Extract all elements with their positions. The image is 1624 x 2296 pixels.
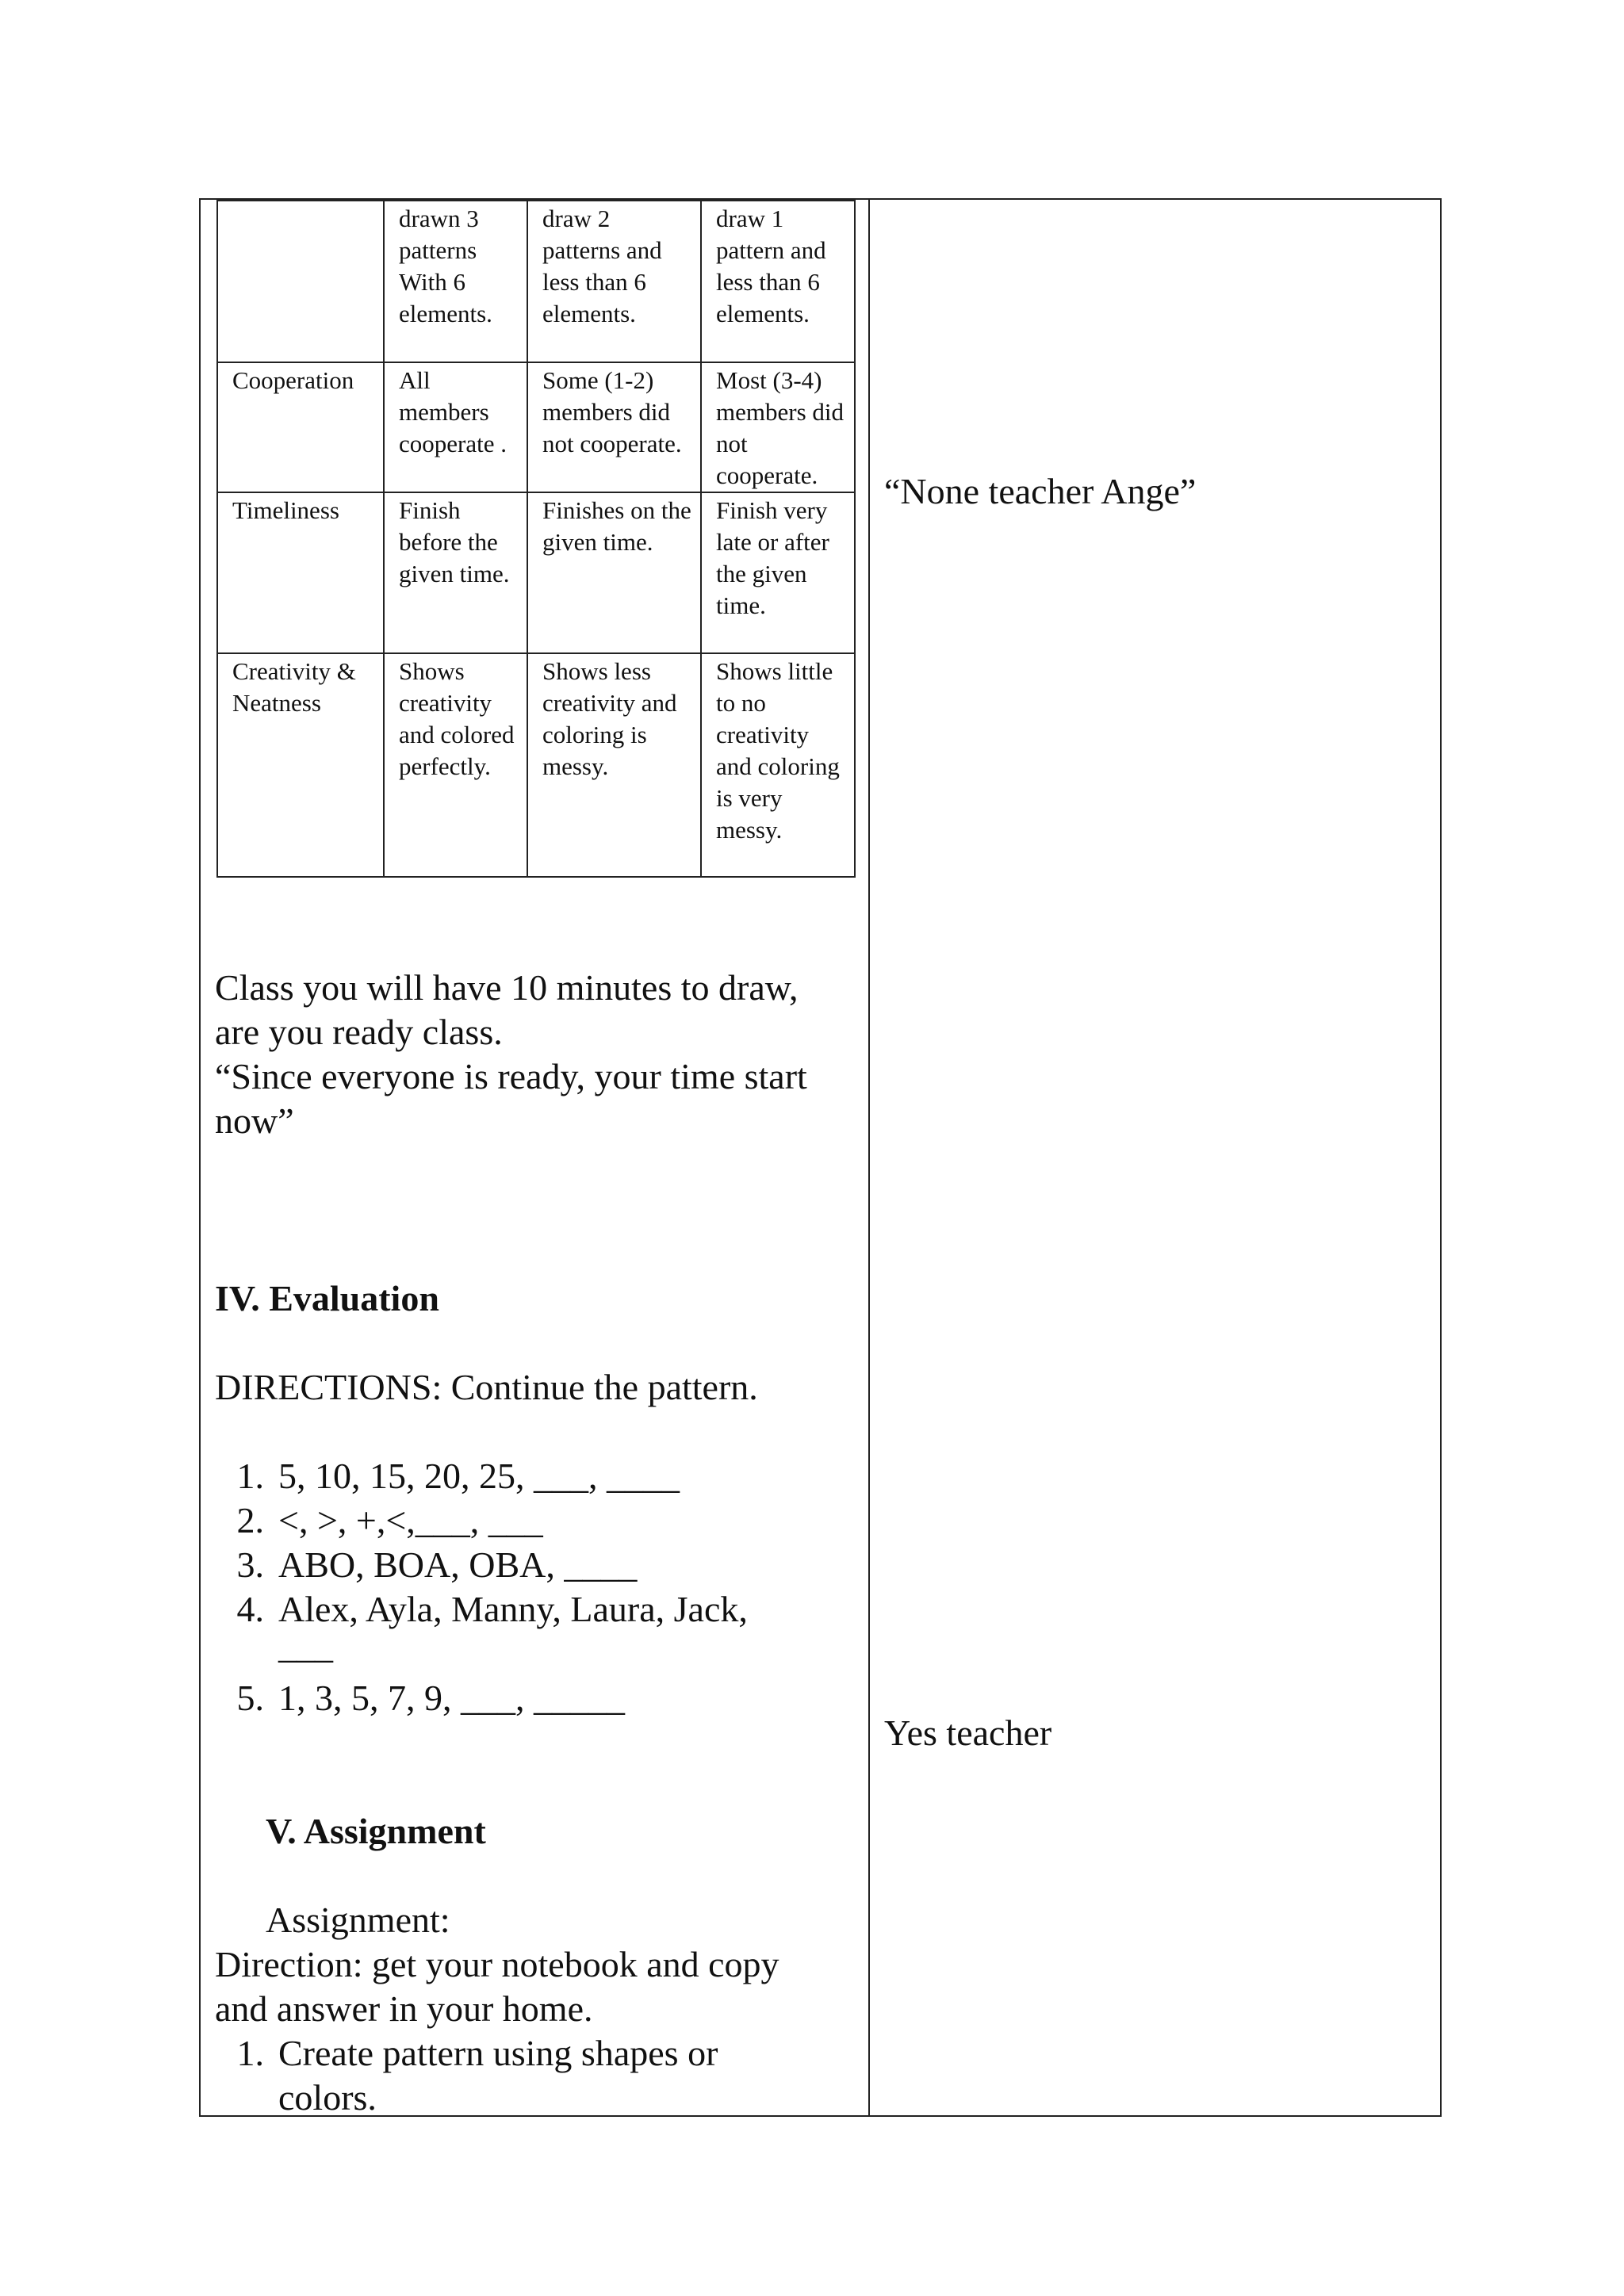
evaluation-item bbox=[216, 1454, 851, 1498]
student-response: “None teacher Ange” bbox=[884, 471, 1197, 511]
rubric-table bbox=[216, 200, 856, 878]
item-number: 4. bbox=[236, 1589, 264, 1629]
rubric-cell: draw 2 patterns and less than 6 elements. bbox=[527, 201, 701, 362]
item-number: 2. bbox=[236, 1500, 264, 1540]
item-text: 5, 10, 15, 20, 25, ___, ____ bbox=[278, 1456, 680, 1496]
assignment-label: Assignment: bbox=[266, 1900, 450, 1940]
rubric-cell: All members cooperate . bbox=[384, 362, 527, 492]
evaluation-directions: DIRECTIONS: Continue the pattern. bbox=[215, 1367, 758, 1407]
lesson-plan-table bbox=[199, 198, 1442, 2117]
rubric-cell: Most (3-4) members did not cooperate. bbox=[701, 362, 855, 492]
rubric-criterion: Timeliness bbox=[217, 492, 384, 653]
item-text: <, >, +,<,___, ___ bbox=[278, 1500, 543, 1540]
assignment-direction: Direction: get your notebook and copy bbox=[215, 1944, 779, 1984]
rubric-row bbox=[217, 492, 855, 653]
section-heading-evaluation: IV. Evaluation bbox=[215, 1278, 439, 1318]
item-number: 3. bbox=[236, 1544, 264, 1585]
item-number: 1. bbox=[236, 1456, 264, 1496]
evaluation-item bbox=[216, 1543, 851, 1587]
rubric-cell: Shows less creativity and coloring is messy. bbox=[527, 653, 701, 877]
rubric-cell: Shows creativity and colored perfectly. bbox=[384, 653, 527, 877]
item-text: Alex, Ayla, Manny, Laura, Jack, bbox=[278, 1589, 748, 1629]
student-response: Yes teacher bbox=[884, 1712, 1052, 1753]
rubric-cell: drawn 3 patterns With 6 elements. bbox=[384, 201, 527, 362]
rubric-cell: Finish before the given time. bbox=[384, 492, 527, 653]
teacher-instruction: Class you will have 10 minutes to draw, are you ready class. bbox=[215, 967, 799, 1052]
item-number: 1. bbox=[236, 2033, 264, 2073]
rubric-cell: Some (1-2) members did not cooperate. bbox=[527, 362, 701, 492]
rubric-row bbox=[217, 201, 855, 362]
assignment-direction: and answer in your home. bbox=[215, 1988, 593, 2029]
evaluation-item bbox=[216, 1498, 851, 1543]
item-text: colors. bbox=[278, 2077, 377, 2118]
column-divider bbox=[868, 200, 870, 2115]
item-text: ABO, BOA, OBA, ____ bbox=[278, 1544, 638, 1585]
item-text: Create pattern using shapes or bbox=[278, 2033, 718, 2073]
rubric-row bbox=[217, 653, 855, 877]
item-text: 1, 3, 5, 7, 9, ___, _____ bbox=[278, 1678, 625, 1718]
evaluation-item bbox=[216, 1676, 851, 1720]
rubric-criterion: Cooperation bbox=[217, 362, 384, 492]
item-number: 5. bbox=[236, 1678, 264, 1718]
assignment-item bbox=[216, 2031, 851, 2120]
rubric-cell bbox=[217, 201, 384, 362]
rubric-row bbox=[217, 362, 855, 492]
item-text: ___ bbox=[278, 1625, 333, 1666]
evaluation-item-continued bbox=[216, 1624, 851, 1668]
rubric-cell: draw 1 pattern and less than 6 elements. bbox=[701, 201, 855, 362]
rubric-cell: Finish very late or after the given time. bbox=[701, 492, 855, 653]
section-heading-assignment: V. Assignment bbox=[266, 1811, 486, 1851]
rubric-criterion: Creativity & Neatness bbox=[217, 653, 384, 877]
rubric-cell: Shows little to no creativity and coloring is very messy. bbox=[701, 653, 855, 877]
teacher-instruction: “Since everyone is ready, your time start now” bbox=[215, 1056, 807, 1141]
rubric-cell: Finishes on the given time. bbox=[527, 492, 701, 653]
